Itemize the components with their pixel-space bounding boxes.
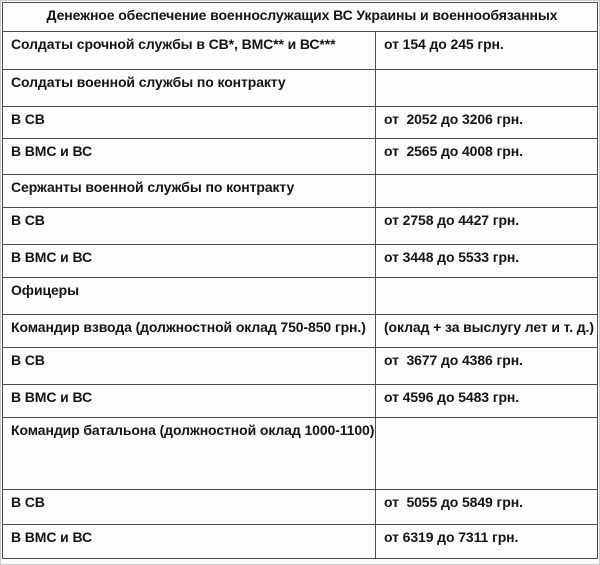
value-cell: от 5055 до 5849 грн. — [376, 490, 598, 525]
value-cell: от 3448 до 5533 грн. — [376, 245, 598, 278]
category-cell: Командир батальона (должностной оклад 1000-1100) — [3, 418, 376, 490]
table-row — [3, 418, 598, 490]
table-row — [3, 70, 598, 107]
pay-table — [2, 2, 598, 559]
table-row — [3, 490, 598, 525]
table-row — [3, 175, 598, 208]
table-row — [3, 139, 598, 175]
category-cell: Командир взвода (должностной оклад 750-850 грн.) — [3, 315, 376, 348]
table-title-row — [3, 3, 598, 32]
value-cell: от 2565 до 4008 грн. — [376, 139, 598, 175]
category-cell: Солдаты военной службы по контракту — [3, 70, 376, 107]
table-row — [3, 278, 598, 315]
table-row — [3, 315, 598, 348]
value-cell — [376, 175, 598, 208]
value-cell — [376, 278, 598, 315]
table-row — [3, 525, 598, 559]
category-cell: Офицеры — [3, 278, 376, 315]
table-row — [3, 32, 598, 70]
value-cell: (оклад + за выслугу лет и т. д.) — [376, 315, 598, 348]
table-row — [3, 245, 598, 278]
category-cell: В СВ — [3, 490, 376, 525]
table-row — [3, 385, 598, 418]
category-cell: В СВ — [3, 348, 376, 385]
category-cell: Сержанты военной службы по контракту — [3, 175, 376, 208]
value-cell — [376, 418, 598, 490]
table-row — [3, 208, 598, 245]
table-row — [3, 107, 598, 139]
value-cell: от 2758 до 4427 грн. — [376, 208, 598, 245]
value-cell — [376, 70, 598, 107]
table-title: Денежное обеспечение военнослужащих ВС Украины и военнообязанных — [3, 3, 598, 32]
category-cell: В ВМС и ВС — [3, 525, 376, 559]
category-cell: В СВ — [3, 107, 376, 139]
category-cell: Солдаты срочной службы в СВ*, ВМС** и ВС*** — [3, 32, 376, 70]
category-cell: В ВМС и ВС — [3, 139, 376, 175]
category-cell: В СВ — [3, 208, 376, 245]
value-cell: от 3677 до 4386 грн. — [376, 348, 598, 385]
value-cell: от 2052 до 3206 грн. — [376, 107, 598, 139]
value-cell: от 6319 до 7311 грн. — [376, 525, 598, 559]
category-cell: В ВМС и ВС — [3, 245, 376, 278]
value-cell: от 154 до 245 грн. — [376, 32, 598, 70]
table-row — [3, 348, 598, 385]
category-cell: В ВМС и ВС — [3, 385, 376, 418]
value-cell: от 4596 до 5483 грн. — [376, 385, 598, 418]
